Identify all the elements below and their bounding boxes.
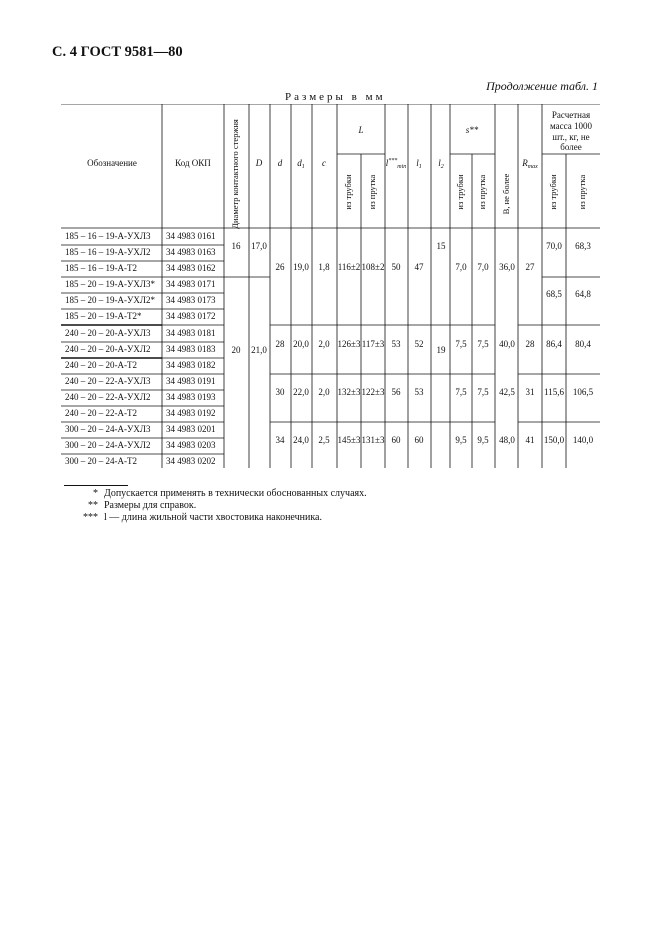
col-header-d1: $d_1$ [297, 158, 305, 170]
d1-value: 24,0 [293, 435, 309, 445]
page-header: С. 4 ГОСТ 9581—80 [52, 44, 183, 60]
table-row-designation: 240 – 20 – 22-А-Т2 [65, 408, 137, 418]
col-header-mass-tube: из трубки [548, 174, 559, 210]
table-row-okp: 34 4983 0202 [166, 456, 216, 466]
table-row-designation: 240 – 20 – 22-А-УХЛ2 [65, 392, 151, 402]
d1-value: 20,0 [293, 339, 309, 349]
footnote-text: Допускается применять в технически обоснованных случаях. [104, 488, 367, 499]
lmin-value: 50 [391, 262, 401, 272]
s-bar-value: 7,0 [477, 262, 489, 272]
col-header-L: L [358, 125, 364, 135]
table-row-designation: 185 – 20 – 19-А-УХЛ2* [65, 295, 155, 305]
table-row-okp: 34 4983 0173 [166, 295, 216, 305]
col-header-L-tube: из трубки [343, 174, 354, 210]
l2-value: 15 [436, 241, 446, 251]
mass-bar-value: 68,3 [575, 241, 591, 251]
D-value: 21,0 [251, 345, 267, 355]
table-row-designation: 300 – 20 – 24-А-УХЛ3 [65, 424, 151, 434]
table-continuation-label: Продолжение табл. 1 [486, 79, 598, 93]
rod-diameter-value: 20 [231, 345, 241, 355]
mass-bar-value: 140,0 [572, 435, 594, 445]
R-value: 31 [525, 387, 535, 397]
col-header-R: $R_{max}$ [522, 158, 538, 170]
col-header-d: d [277, 158, 283, 168]
table-row-okp: 34 4983 0172 [166, 311, 216, 321]
table-row-designation: 300 – 20 – 24-А-Т2 [65, 456, 137, 466]
col-header-designation: Обозначение [87, 158, 137, 168]
table-row-designation: 185 – 20 – 19-А-Т2* [65, 311, 142, 321]
L-bar-value: 131±3 [361, 435, 385, 445]
table-row-okp: 34 4983 0192 [166, 408, 216, 418]
table-row-designation: 240 – 20 – 20-А-УХЛ3 [65, 328, 151, 338]
d1-value: 19,0 [293, 262, 309, 272]
col-header-l2: $l_2$ [438, 158, 444, 170]
table-row-okp: 34 4983 0201 [166, 424, 216, 434]
D-value: 17,0 [251, 241, 267, 251]
table-row-okp: 34 4983 0181 [166, 328, 216, 338]
L-tube-value: 126±3 [337, 339, 361, 349]
table-row-designation: 240 – 20 – 20-А-УХЛ2 [65, 344, 151, 354]
table-row-okp: 34 4983 0171 [166, 279, 216, 289]
table-row-okp: 34 4983 0191 [166, 376, 216, 386]
dimensions-caption: Размеры в мм [285, 91, 386, 103]
c-value: 1,8 [318, 262, 330, 272]
col-header-c: c [322, 158, 326, 168]
s-bar-value: 7,5 [477, 387, 489, 397]
L-bar-value: 117±3 [361, 339, 385, 349]
lmin-value: 56 [391, 387, 401, 397]
table-row-okp: 34 4983 0203 [166, 440, 216, 450]
table-row-designation: 185 – 16 – 19-А-УХЛ3 [65, 231, 151, 241]
footnote-text: Размеры для справок. [104, 500, 197, 511]
col-header-lmin: $l^{***}_{min}$ [385, 158, 407, 170]
table-row-okp: 34 4983 0182 [166, 360, 216, 370]
d-value: 28 [275, 339, 285, 349]
rod-diameter-value: 16 [231, 241, 241, 251]
mass-bar-value: 80,4 [575, 339, 591, 349]
col-header-mass-bar: из прутка [577, 174, 588, 210]
B-value: 42,5 [499, 387, 515, 397]
table-row-okp: 34 4983 0162 [166, 263, 216, 273]
footnote-text: l — длина жильной части хвостовика наконечника. [104, 512, 322, 523]
col-header-s: s** [465, 125, 479, 135]
d-value: 30 [275, 387, 285, 397]
c-value: 2,0 [318, 339, 330, 349]
footnote-mark: * [93, 488, 98, 499]
footnote-mark: *** [83, 512, 98, 523]
s-tube-value: 7,0 [455, 262, 467, 272]
d-value: 34 [275, 435, 285, 445]
s-tube-value: 7,5 [455, 339, 467, 349]
c-value: 2,0 [318, 387, 330, 397]
mass-tube-value: 150,0 [543, 435, 565, 445]
table-row-designation: 185 – 20 – 19-А-УХЛ3* [65, 279, 155, 289]
table-row-designation: 185 – 16 – 19-А-УХЛ2 [65, 247, 151, 257]
s-tube-value: 9,5 [455, 435, 467, 445]
col-header-mass: Расчетная масса 1000 шт., кг, не более [550, 110, 592, 153]
dimensions-table [61, 104, 600, 468]
L-tube-value: 116±2 [337, 262, 361, 272]
footnote-mark: ** [88, 500, 98, 511]
col-header-D: D [255, 158, 263, 168]
R-value: 27 [525, 262, 535, 272]
mass-tube-value: 68,5 [546, 289, 562, 299]
B-value: 40,0 [499, 339, 515, 349]
L-tube-value: 145±3 [337, 435, 361, 445]
l2-value: 19 [436, 345, 446, 355]
col-header-L-bar: из прутка [367, 174, 378, 210]
c-value: 2,5 [318, 435, 330, 445]
mass-tube-value: 70,0 [546, 241, 562, 251]
col-header-B: B, не более [501, 173, 512, 215]
L-bar-value: 122±3 [361, 387, 385, 397]
table-row-okp: 34 4983 0183 [166, 344, 216, 354]
d-value: 26 [275, 262, 285, 272]
mass-bar-value: 64,8 [575, 289, 591, 299]
R-value: 41 [525, 435, 535, 445]
col-header-l1: $l_1$ [416, 158, 422, 170]
mass-tube-value: 115,6 [544, 387, 564, 397]
s-bar-value: 7,5 [477, 339, 489, 349]
lmin-value: 53 [391, 339, 401, 349]
table-row-designation: 300 – 20 – 24-А-УХЛ2 [65, 440, 151, 450]
mass-tube-value: 86,4 [546, 339, 562, 349]
B-value: 36,0 [499, 262, 515, 272]
L-tube-value: 132±3 [337, 387, 361, 397]
B-value: 48,0 [499, 435, 515, 445]
l1-value: 52 [414, 339, 424, 349]
s-bar-value: 9,5 [477, 435, 489, 445]
table-row-designation: 185 – 16 – 19-А-Т2 [65, 263, 137, 273]
col-header-s-bar: из прутка [477, 174, 488, 210]
table-row-designation: 240 – 20 – 22-А-УХЛ3 [65, 376, 151, 386]
col-header-okp: Код ОКП [175, 158, 211, 168]
col-header-rod-diameter: Диаметр контактного стержня [230, 119, 241, 229]
l1-value: 53 [414, 387, 424, 397]
table-row-okp: 34 4983 0193 [166, 392, 216, 402]
L-bar-value: 108±2 [361, 262, 385, 272]
table-row-okp: 34 4983 0163 [166, 247, 216, 257]
lmin-value: 60 [391, 435, 401, 445]
table-row-designation: 240 – 20 – 20-А-Т2 [65, 360, 137, 370]
d1-value: 22,0 [293, 387, 309, 397]
table-row-okp: 34 4983 0161 [166, 231, 216, 241]
s-tube-value: 7,5 [455, 387, 467, 397]
l1-value: 60 [414, 435, 424, 445]
l1-value: 47 [414, 262, 424, 272]
R-value: 28 [525, 339, 535, 349]
footnote-divider [64, 485, 128, 486]
mass-bar-value: 106,5 [572, 387, 594, 397]
col-header-s-tube: из трубки [455, 174, 466, 210]
